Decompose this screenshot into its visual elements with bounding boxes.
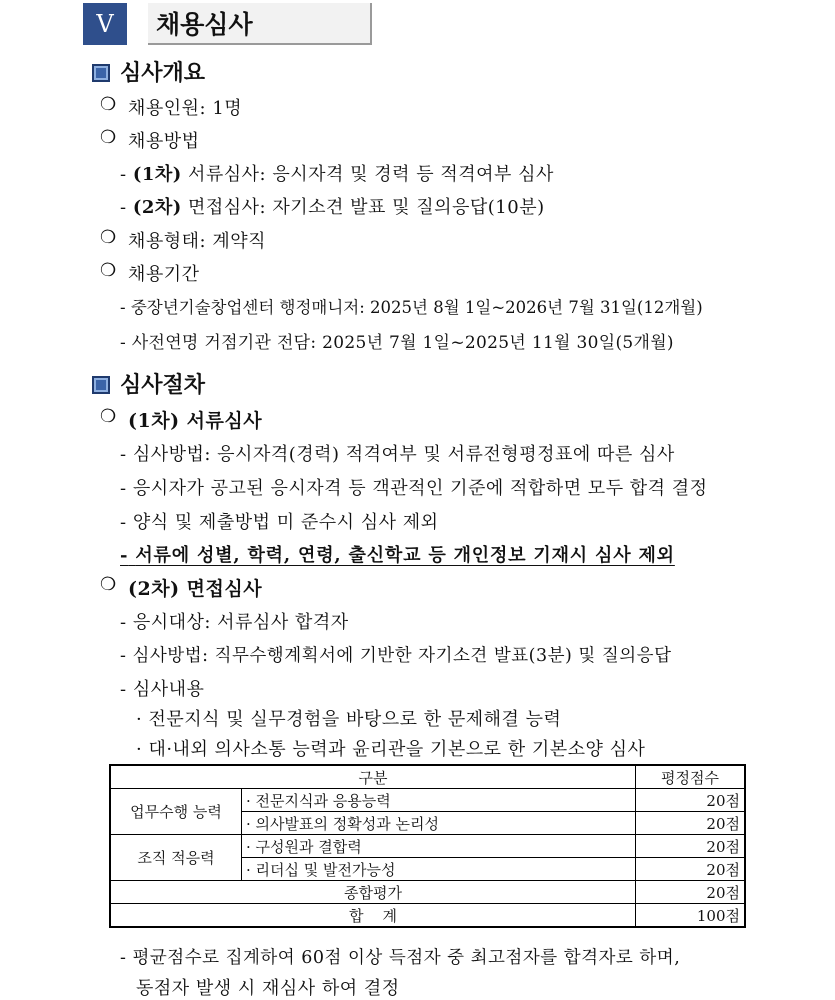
stage1-title: (1차) 서류심사 xyxy=(128,410,263,432)
section-number: V xyxy=(83,3,127,45)
group-name: 조직 적응력 xyxy=(110,835,242,881)
method-1 xyxy=(120,160,554,186)
stage1-bullet: ❍ xyxy=(100,406,117,427)
dash: - xyxy=(120,197,127,218)
method-2-prefix: (2차) xyxy=(132,197,182,218)
score-table xyxy=(109,764,746,928)
period-1 xyxy=(120,294,703,318)
content-item: · 전문지식 및 실무경험을 바탕으로 한 문제해결 능력 xyxy=(136,709,562,730)
stage2-bullet: ❍ xyxy=(100,574,117,595)
total-label: 합 계 xyxy=(110,904,636,928)
overview-bullet: ❍ xyxy=(100,227,117,248)
square-bullet-icon xyxy=(92,64,110,82)
footnote-line-2: 동점자 발생 시 재심사 하여 결정 xyxy=(136,978,400,999)
employment-form: 채용형태: 계약직 xyxy=(128,231,267,252)
method-1-text: 서류심사: 응시자격 및 경력 등 적격여부 심사 xyxy=(181,164,554,185)
stage2-title: (2차) 면접심사 xyxy=(128,578,263,600)
total-score: 100점 xyxy=(636,904,746,928)
item-label: · 의사발표의 정확성과 논리성 xyxy=(242,812,636,835)
stage1-item: - 응시자가 공고된 응시자격 등 객관적인 기준에 적합하면 모두 합격 결정 xyxy=(120,478,708,499)
overview-bullet: ❍ xyxy=(100,94,117,115)
dash: - xyxy=(120,298,126,317)
section-title-box xyxy=(148,3,372,45)
stage1-item: - 양식 및 제출방법 미 준수시 심사 제외 xyxy=(120,512,439,533)
overview-heading: 심사개요 xyxy=(120,61,206,86)
overview-bullet: ❍ xyxy=(100,127,117,148)
procedure-heading: 심사절차 xyxy=(120,373,206,398)
table-row xyxy=(110,904,745,928)
item-label: · 전문지식과 응용능력 xyxy=(242,789,636,812)
table-row xyxy=(110,881,745,904)
item-label: · 구성원과 결합력 xyxy=(242,835,636,858)
period-1-text: 중장년기술창업센터 행정매니저: 2025년 8월 1일~2026년 7월 31일(12개월) xyxy=(130,298,703,317)
table-header-score: 평정점수 xyxy=(636,765,746,789)
hire-count: 채용인원: 1명 xyxy=(128,98,243,119)
period-label: 채용기간 xyxy=(128,264,200,285)
dash: - xyxy=(120,164,127,185)
method-2-text: 면접심사: 자기소견 발표 및 질의응답(10분) xyxy=(181,197,545,218)
method-label: 채용방법 xyxy=(128,131,200,152)
table-row xyxy=(110,789,745,812)
item-score: 20점 xyxy=(636,858,746,881)
item-label: · 리더십 및 발전가능성 xyxy=(242,858,636,881)
content-item: · 대·내외 의사소통 능력과 윤리관을 기본으로 한 기본소양 심사 xyxy=(136,739,646,760)
overall-score: 20점 xyxy=(636,881,746,904)
square-bullet-icon xyxy=(92,376,110,394)
group-name: 업무수행 능력 xyxy=(110,789,242,835)
overall-label: 종합평가 xyxy=(110,881,636,904)
method-2 xyxy=(120,193,545,219)
stage2-item: - 심사내용 xyxy=(120,679,205,700)
stage2-item: - 응시대상: 서류심사 합격자 xyxy=(120,612,349,633)
stage1-item: - 심사방법: 응시자격(경력) 적격여부 및 서류전형평정표에 따른 심사 xyxy=(120,444,675,465)
overview-bullet: ❍ xyxy=(100,260,117,281)
table-header-category: 구분 xyxy=(110,765,636,789)
item-score: 20점 xyxy=(636,789,746,812)
footnote-line-1: - 평균점수로 집계하여 60점 이상 득점자 중 최고점자를 합격자로 하며, xyxy=(120,948,681,968)
item-score: 20점 xyxy=(636,835,746,858)
stage2-item: - 심사방법: 직무수행계획서에 기반한 자기소견 발표(3분) 및 질의응답 xyxy=(120,646,672,666)
section-title: 채용심사 xyxy=(156,10,253,39)
stage1-item-emphasis: - 서류에 성별, 학력, 연령, 출신학교 등 개인정보 기재시 심사 제외 xyxy=(120,545,675,566)
method-1-prefix: (1차) xyxy=(132,164,182,185)
dash: - xyxy=(120,333,127,353)
period-2-text: 사전연명 거점기관 전담: 2025년 7월 1일~2025년 11월 30일(5개월) xyxy=(131,333,674,353)
period-2 xyxy=(120,328,674,353)
item-score: 20점 xyxy=(636,812,746,835)
table-row xyxy=(110,835,745,858)
